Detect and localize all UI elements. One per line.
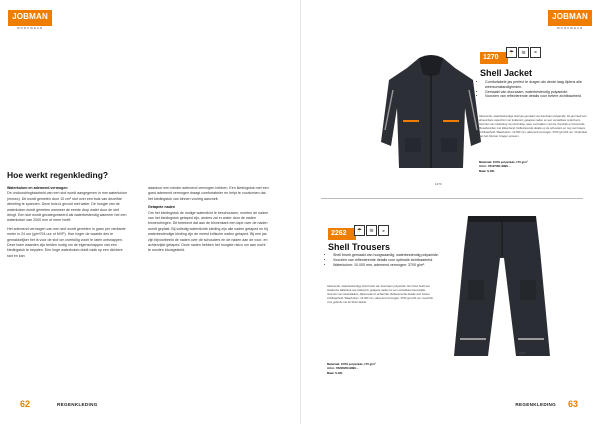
paragraph-subheading: Waterkolom en ademend vermogen xyxy=(7,186,68,190)
paragraph-text: De ondoordringbaarheid van een stof wordt aangegeven in mm waterkolom (mmwc). Dit wordt gemeten door 10 cm² stof over een buis van dezelfde afmeting te spannen. Deze buis is gevuld met water. De hoogte van de waterkolom wordt gemeten wanneer de eerste drup water door de stof dringt. Een stof wordt gecategoriseerd als waterbestendig wanneer het een waterkolom van 2000 mm of meer heeft. xyxy=(7,191,128,223)
paragraph-subheading: Getapete naden xyxy=(148,205,175,210)
product-title: Shell Jacket xyxy=(480,68,533,78)
jobman-logo xyxy=(548,10,592,30)
product-code-badge: 1270 xyxy=(480,52,508,64)
material-line: Materiaal: 100% polyamide, 170 g/m² xyxy=(327,362,376,366)
paragraph xyxy=(7,227,129,259)
paragraph-text: Het ademend vermogen van een stof wordt gemeten in gram per vierkante meter in 24 uur (g/m²/24 uur of MVP). Hoe hoger de waarde des te gemakkelijker het is voor de stof om overtollig vocht te laten ontsnappen. Deze twee waarden zijn beiden nodig om de eigenschappen van een kledingstuk te bepalen. Een hoge waterkolom duidt vaak op een dichtere stof en kan xyxy=(7,226,126,258)
paragraph xyxy=(148,186,269,202)
feature-icons xyxy=(354,225,389,236)
bullet-item: • Gemaakt van duurzaam, waterbestendig polyamide. xyxy=(485,90,593,95)
paragraph-text: Om het kledingstuk de nodige waterdicht te beschouwen, moeten de naden van het kledingstuk getaped zijn, anders zal er water door de naden binnendringen. Dit betekent dat aan de binnenkant een tape over de naden wordt geplakt. Bij volledig waterdichte kleding zijn alle naden getaped en bij waterbestendige kleding zijn de meest kritische naden getaped. Bij een jas zijn bijvoorbeeld de naden over de schouders en de naden aan de voor- en achterzijde getaped. Deze naden hebben het hoogste risico om aan vocht te worden blootgesteld. xyxy=(148,210,269,253)
shell-jacket-photo xyxy=(377,50,485,180)
text-column-2 xyxy=(148,186,269,257)
sizes-line: Maat: S-3XL xyxy=(327,370,344,375)
hood-icon: ◓ xyxy=(530,47,541,58)
page-number: 63 xyxy=(567,399,578,409)
umbrella-icon: ☂ xyxy=(354,225,365,236)
logo-word: JOBMAN xyxy=(12,12,48,21)
product-description: Ademende, waterbestendige shell jas gemaakt van duurzaam polyamide. De jas heeft een afneembare capuchon met trekkoord, getapete naden en een verstelbare onderzoom. Voorzien van ritssluiting met stormklep, twee voorzakken met rits, borstzak en binnenzak. Mouwboorden met klittenband. Reflecterende details op de schouders en rug voor betere zichtbaarheid. Waterkolom: 10.000 mm, ademend vermogen: 3700 g/m²/24 uur. Onderdeel van het Jobman 3-lagen systeem. xyxy=(479,115,587,138)
text-column-1 xyxy=(7,186,129,262)
knee-icon: ◒ xyxy=(378,225,389,236)
article-line: Artnr.: 65226200-9899 ... xyxy=(327,366,359,371)
umbrella-icon: ☂ xyxy=(506,47,517,58)
paragraph xyxy=(148,205,269,254)
page-number: 62 xyxy=(20,399,31,409)
product-bullets xyxy=(327,253,441,267)
jobman-logo xyxy=(8,10,52,30)
wind-icon: ≋ xyxy=(518,47,529,58)
bullet-item: • Comfortabele jas perfect te dragen als derde laag tijdens alle weersomstandigheden. xyxy=(485,80,593,90)
material-line: Materiaal: 100% polyamide, 170 g/m² xyxy=(479,160,528,164)
product-code-badge: 2262 xyxy=(328,228,356,240)
section-label: REGENKLEDING xyxy=(515,402,556,407)
paragraph xyxy=(7,186,129,224)
logo-subline: WORKWEAR xyxy=(16,26,44,30)
photo-caption: 1270 xyxy=(435,182,442,186)
paragraph-text: daardoor een minder ademend vermogen hebben. Een kledingstuk met een goed ademend vermogen draagt comfortabeler en helpt te voorkomen dat het kledingstuk van binnen vochtig aanvoelt. xyxy=(148,186,269,201)
feature-icons xyxy=(506,47,541,58)
page-heading: Hoe werkt regenkleding? xyxy=(7,170,109,180)
bullet-item: • Shell broek gemaakt van hoogwaardig, waterbestendig polyamide. xyxy=(333,253,441,258)
bullet-item: • Waterkolom: 10.000 mm, ademend vermogen: 3700 g/m². xyxy=(333,263,441,268)
section-label: REGENKLEDING xyxy=(57,402,98,407)
wind-icon: ≋ xyxy=(366,225,377,236)
product-description: Ademende, waterbestendige shell broek van duurzaam polyamide. De broek heeft een elastische tailleband met trekkoord, getapete naden en een verstelbare beenwijdte. Voorzien van steekzakken, dijbeenzak en achterzak. Reflecterende details voor betere zichtbaarheid. Waterkolom: 10.000 mm, ademend vermogen: 3700 g/m²/24 uur. Geschikt voor gebruik met de Shell Jacket. xyxy=(327,285,433,304)
shell-trousers-photo xyxy=(446,210,558,360)
bullet-item: • Voorzien van reflecterende details voor betere zichtbaarheid. xyxy=(485,94,593,99)
product-meta xyxy=(479,160,589,173)
photo-caption: 2262 xyxy=(519,351,526,355)
product-bullets xyxy=(479,80,593,99)
product-title: Shell Trousers xyxy=(328,242,391,252)
article-line: Artnr.: 65127001-9899 ... xyxy=(479,164,511,169)
logo-word: JOBMAN xyxy=(552,12,588,21)
logo-subline: WORKWEAR xyxy=(556,26,584,30)
section-divider xyxy=(321,198,583,199)
product-meta xyxy=(327,362,437,375)
right-page xyxy=(300,0,600,424)
sizes-line: Maat: S-3XL xyxy=(479,168,496,173)
bullet-item: • Voorzien van reflecterende details voor optimale zichtbaarheid. xyxy=(333,258,441,263)
